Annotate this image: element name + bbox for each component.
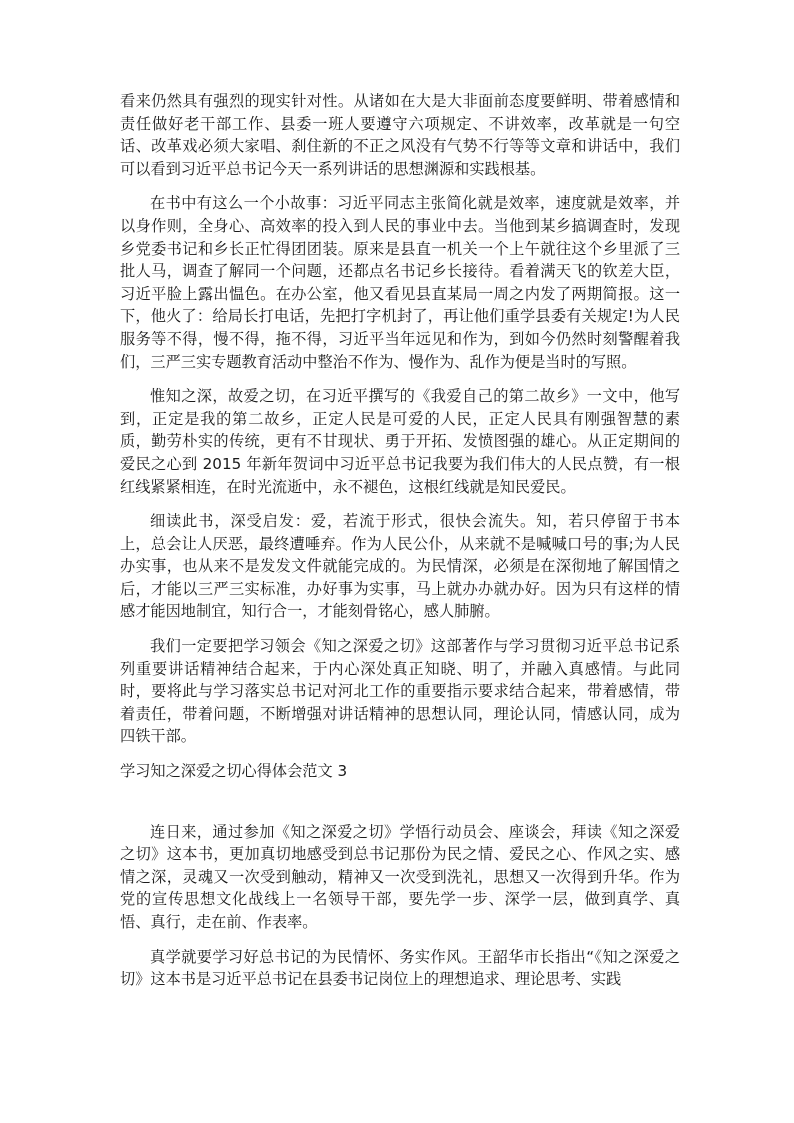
paragraph-reflection: 细读此书，深受启发：爱，若流于形式，很快会流失。知，若只停留于书本上，总会让人厌恶，最终遭唾弃。作为人民公仆，从来就不是喊喊口号的事;为人民办实事，也从来不是发发文件就能完成的。为民情深，必须是在深彻地了解国情之后，才能以三严三实标准，办好事为实事，马上就办办就办好。因为只有这样的情感才能因地制宜，知行合一，才能刻骨铭心，感人肺腑。 [120, 512, 680, 621]
document-page [120, 90, 680, 1003]
paragraph-intro: 连日来，通过参加《知之深爱之切》学悟行动员会、座谈会，拜读《知之深爱之切》这本书，更加真切地感受到总书记那份为民之情、爱民之心、作风之实、感情之深，灵魂又一次受到触动，精神又一次受到洗礼，思想又一次得到升华。作为党的宣传思想文化战线上一名领导干部，要先学一步、深学一层，做到真学、真悟、真行，走在前、作表率。 [120, 822, 680, 931]
section-spacer [120, 783, 680, 821]
paragraph-true-learning: 真学就要学习好总书记的为民情怀、务实作风。王韶华市长指出“《知之深爱之切》这本书是习近平总书记在县委书记岗位上的理想追求、理论思考、实践 [120, 947, 680, 989]
paragraph-commitment: 我们一定要把学习领会《知之深爱之切》这部著作与学习贯彻习近平总书记系列重要讲话精神结合起来，于内心深处真正知晓、明了，并融入真感情。与此同时，要将此与学习落实总书记对河北工作的重要指示要求结合起来，带着感情，带着责任，带着问题，不断增强对讲话精神的思想认同，理论认同，情感认同，成为四铁干部。 [120, 637, 680, 746]
paragraph-story: 在书中有这么一个小故事：习近平同志主张简化就是效率，速度就是效率，并以身作则，全身心、高效率的投入到人民的事业中去。当他到某乡搞调查时，发现乡党委书记和乡长正忙得团团装。原来是县直一机关一个上午就往这个乡里派了三批人马，调查了解同一个问题，还都点名书记乡长接待。看着满天飞的钦差大臣，习近平脸上露出愠色。在办公室，他又看见县直某局一周之内发了两期简报。这一下，他火了：给局长打电话，先把打字机封了，再让他们重学县委有关规定!为人民服务等不得，慢不得，拖不得，习近平当年远见和作为，到如今仍然时刻警醒着我们，三严三实专题教育活动中整治不作为、慢作为、乱作为便是当时的写照。 [120, 194, 680, 371]
paragraph-second-hometown: 惟知之深，故爱之切，在习近平撰写的《我爱自己的第二故乡》一文中，他写到，正定是我的第二故乡，正定人民是可爱的人民，正定人民具有刚强智慧的素质，勤劳朴实的传统，更有不甘现状、勇于开拓、发愤图强的雄心。从正定期间的爱民之心到 2015 年新年贺词中习近平总书记我要为我们伟大的人民点赞，有一根红线紧紧相连，在时光流逝中，永不褪色，这根红线就是知民爱民。 [120, 387, 680, 496]
section-heading: 学习知之深爱之切心得体会范文 3 [120, 762, 348, 781]
paragraph-continuation: 看来仍然具有强烈的现实针对性。从诸如在大是大非面前态度要鲜明、带着感情和责任做好老干部工作、县委一班人要遵守六项规定、不讲效率，改革就是一句空话、改革戏必须大家唱、刹住新的不正之风没有气势不行等等文章和讲话中，我们可以看到习近平总书记今天一系列讲话的思想渊源和实践根基。 [120, 92, 680, 178]
